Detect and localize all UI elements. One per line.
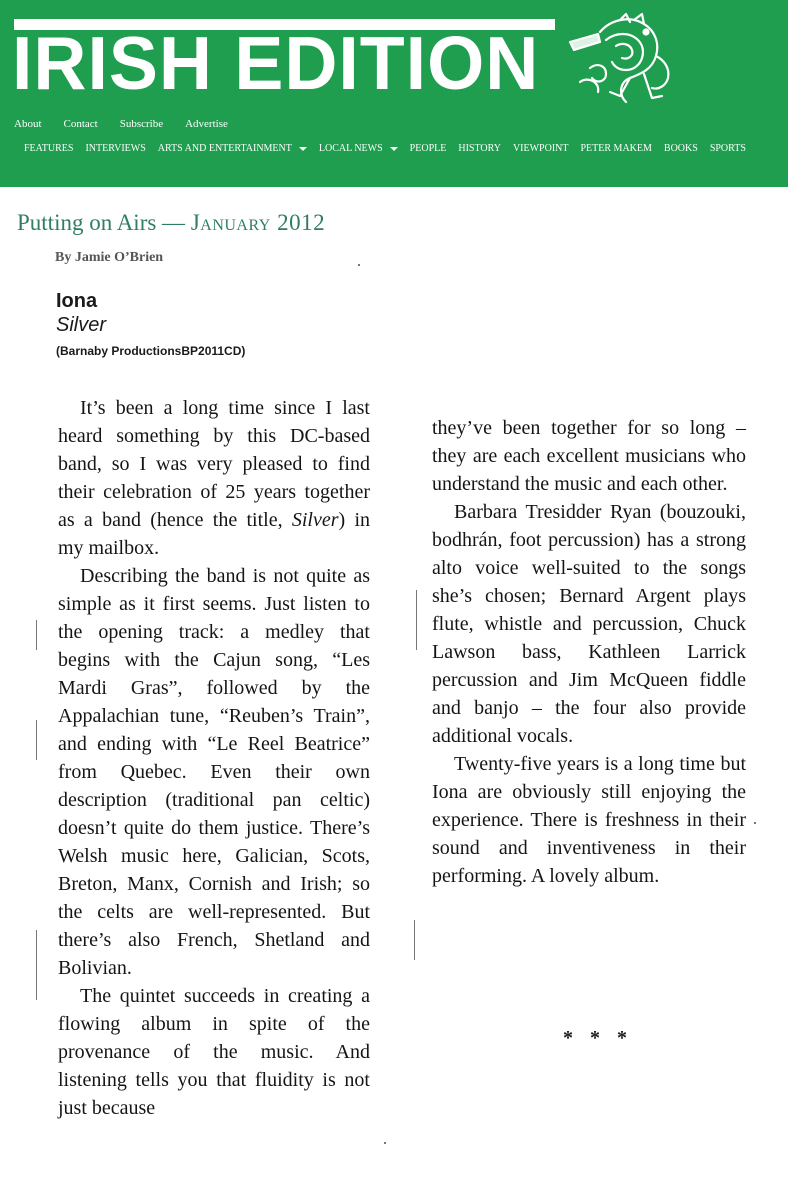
end-mark: * * *	[563, 1027, 633, 1049]
nav-features[interactable]: FEATURES	[24, 143, 74, 154]
scan-speck	[754, 822, 756, 824]
nav-peter-makem[interactable]: PETER MAKEM	[580, 143, 652, 154]
byline: By Jamie O’Brien	[55, 250, 164, 265]
nav-interviews[interactable]: INTERVIEWS	[85, 143, 146, 154]
site-logo[interactable]: IRISH EDITION	[12, 21, 540, 105]
album-artist: Iona	[56, 290, 98, 312]
nav-viewpoint[interactable]: VIEWPOINT	[512, 143, 569, 154]
nav-history[interactable]: HISTORY	[458, 143, 501, 154]
scan-speck	[36, 620, 37, 650]
album-title-reference: Silver	[291, 509, 339, 531]
nav-arts-and-entertainment[interactable]: ARTS AND ENTERTAINMENT	[158, 143, 307, 154]
scan-speck	[36, 930, 37, 1000]
album-label: (Barnaby ProductionsBP2011CD)	[56, 344, 246, 358]
article-paragraph: It’s been a long time since I last heard something by this DC-based band, so I was very pleased to find their celebration of 25 years together as a band (hence the title, Silver) in my mailbox.	[58, 397, 371, 559]
main-nav	[24, 143, 764, 154]
nav-local-news[interactable]: LOCAL NEWS	[319, 143, 398, 154]
article-paragraph: Describing the band is not quite as simple as it first seems. Just listen to the opening track: a medley that begins with the Cajun song, “Les Mardi Gras”, followed by the Appalachian tune, “Reuben’s Train”, and ending with “Le Reel Beatrice” from Quebec. Even their own description (traditional pan celtic) doesn’t quite do them justice. There’s Welsh music here, Galician, Scots, Breton, Manx, Cornish and Irish; so the celts are well-represented. But there’s also French, Shetland and Bolivian.	[58, 565, 370, 979]
article-paragraph: they’ve been together for so long – they are each excellent musicians who understand the music and each other.	[432, 417, 746, 495]
album-title: Silver	[56, 314, 107, 336]
scan-speck	[358, 264, 360, 266]
title-date: January 2012	[190, 210, 326, 235]
article-paragraph: Twenty-five years is a long time but Iona are obviously still enjoying the experience. There is freshness in their sound and inventiveness in their performing. A lovely album.	[432, 753, 746, 887]
scan-speck	[36, 720, 37, 760]
page-title: Putting on Airs — January 2012	[17, 210, 326, 235]
nav-people[interactable]: PEOPLE	[409, 143, 447, 154]
nav-sports[interactable]: SPORTS	[709, 143, 746, 154]
top-nav	[14, 118, 250, 130]
scan-speck	[384, 1142, 386, 1144]
site-header	[0, 0, 788, 187]
chevron-down-icon	[390, 147, 398, 151]
scan-speck	[416, 590, 417, 650]
nav-about[interactable]: About	[14, 118, 42, 130]
nav-subscribe[interactable]: Subscribe	[119, 118, 164, 130]
article-column-right	[432, 414, 746, 890]
nav-advertise[interactable]: Advertise	[185, 118, 228, 130]
article-paragraph: The quintet succeeds in creating a flowing album in spite of the provenance of the music. And listening tells you that fluidity is not just because	[58, 985, 370, 1119]
article-column-left	[58, 394, 370, 1122]
scan-speck	[414, 920, 415, 960]
nav-books[interactable]: BOOKS	[663, 143, 698, 154]
nav-contact[interactable]: Contact	[63, 118, 98, 130]
chevron-down-icon	[299, 147, 307, 151]
dragon-emblem-icon	[560, 12, 680, 112]
article-paragraph: Barbara Tresidder Ryan (bouzouki, bodhrán, foot percussion) has a strong alto voice well-suited to the songs she’s chosen; Bernard Argent plays flute, whistle and percussion, Chuck Lawson bass, Kathleen Larrick percussion and Jim McQueen fiddle and banjo – the four also provide additional vocals.	[432, 501, 746, 747]
